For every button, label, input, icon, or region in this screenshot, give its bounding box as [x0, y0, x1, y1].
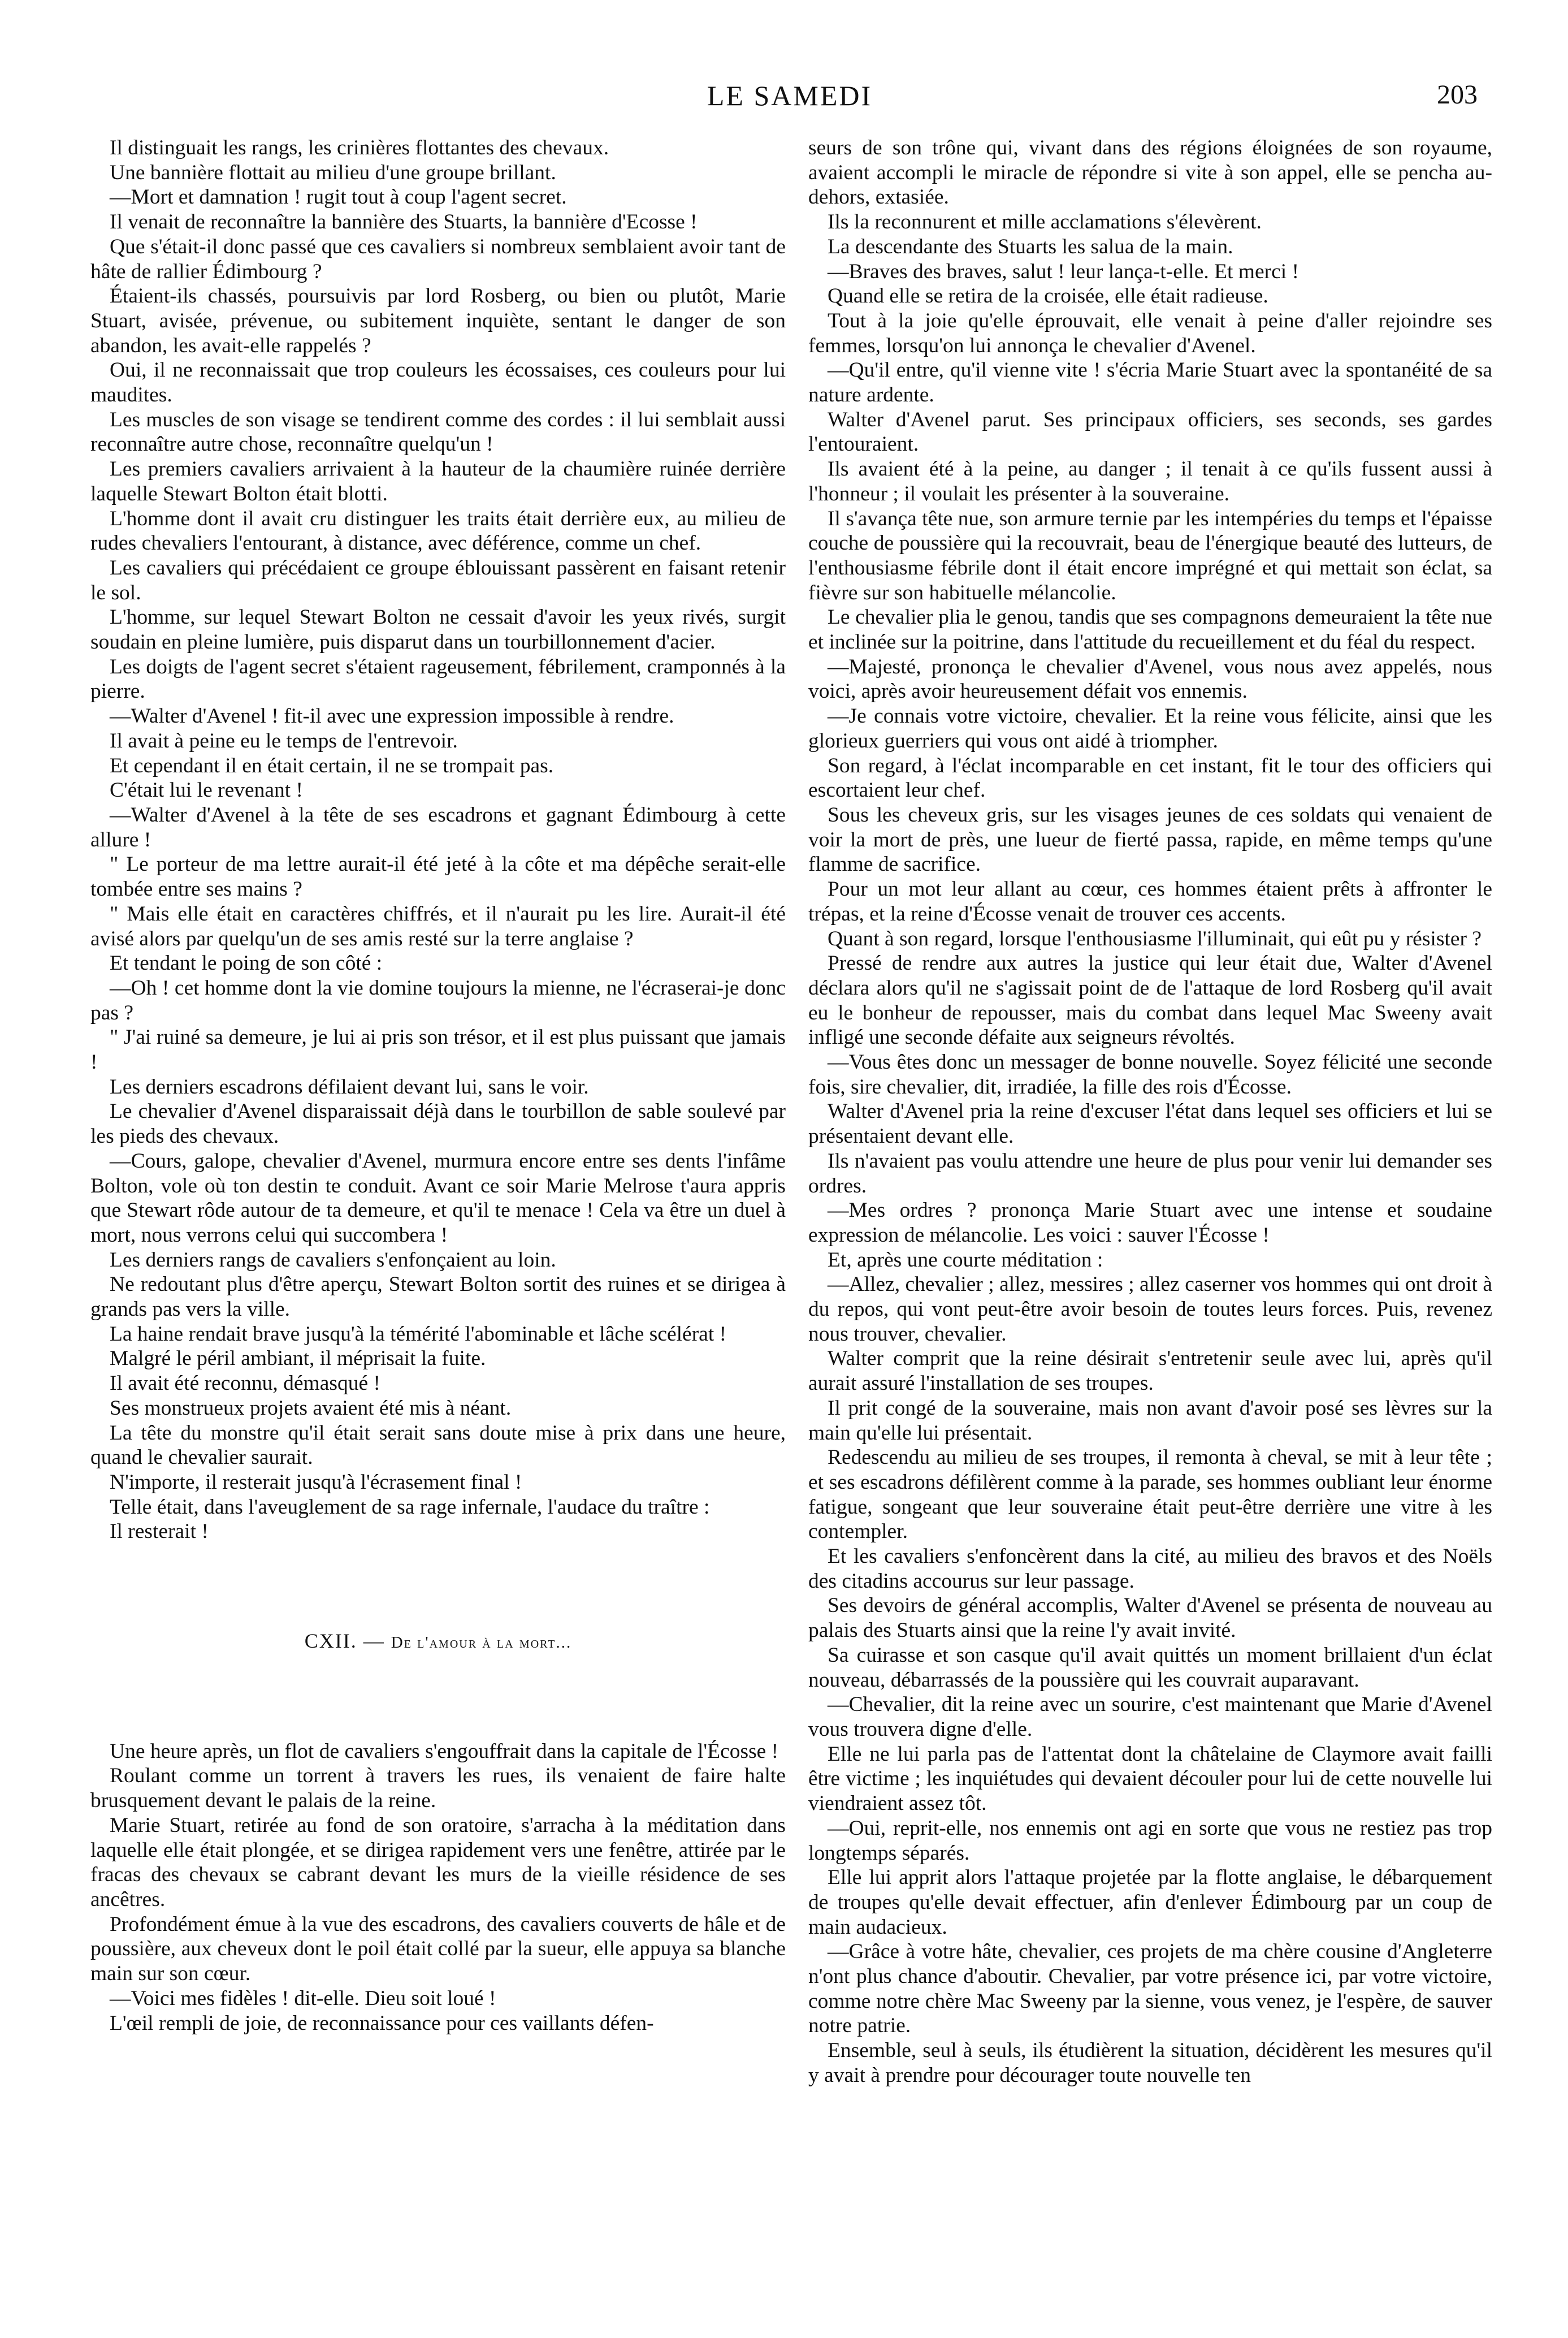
- paragraph: Profondément émue à la vue des escadrons, des cavaliers couverts de hâle et de poussière, aux cheveux dont le poil était collé par la sueur, elle appuya sa blanche main sur son cœur.: [90, 1912, 786, 1986]
- left-column: [90, 136, 786, 2036]
- paragraph: —Chevalier, dit la reine avec un sourire, c'est maintenant que Marie d'Avenel vous trouvera digne d'elle.: [808, 1693, 1492, 1741]
- paragraph: —Allez, chevalier ; allez, messires ; allez caserner vos hommes qui ont droit à du repos, qui vont peut-être avoir besoin de toutes leurs forces. Puis, revenez nous trouver, chevalier.: [808, 1273, 1492, 1346]
- paragraph: L'homme dont il avait cru distinguer les traits était derrière eux, au milieu de rudes chevaliers l'entourant, à distance, avec déférence, comme un chef.: [90, 507, 786, 555]
- left-column-chapter-paragraphs: [90, 1739, 786, 2036]
- paragraph: Il resterait !: [110, 1520, 209, 1544]
- paragraph: Une heure après, un flot de cavaliers s'engouffrait dans la capitale de l'Écosse !: [110, 1739, 779, 1763]
- paragraph: Quant à son regard, lorsque l'enthousiasme l'illuminait, qui eût pu y résister ?: [828, 927, 1482, 950]
- right-column: [808, 136, 1492, 2088]
- paragraph: Il avait à peine eu le temps de l'entrevoir.: [110, 729, 458, 753]
- right-column-paragraphs: [808, 210, 1492, 2088]
- paragraph: —Voici mes fidèles ! dit-elle. Dieu soit loué !: [110, 1986, 496, 2010]
- paragraph: Roulant comme un torrent à travers les rues, ils venaient de faire halte brusquement devant le palais de la reine.: [90, 1764, 786, 1813]
- paragraph: Il distinguait les rangs, les crinières flottantes des chevaux.: [110, 136, 609, 159]
- paragraph: Le chevalier d'Avenel disparaissait déjà dans le tourbillon de sable soulevé par les pieds des chevaux.: [90, 1100, 786, 1148]
- paragraph: Walter comprit que la reine désirait s'entretenir seule avec lui, après qu'il aurait assuré l'installation de ses troupes.: [808, 1347, 1492, 1395]
- paragraph: Il venait de reconnaître la bannière des Stuarts, la bannière d'Ecosse !: [110, 210, 698, 234]
- paragraph: —Cours, galope, chevalier d'Avenel, murmura encore entre ses dents l'infâme Bolton, vole où ton destin te conduit. Avant ce soir Marie Melrose t'aura appris que Stewart rôde autour de ta demeure, et qu'il te menace ! Cela va être un duel à mort, nous verrons celui qui succombera !: [90, 1149, 786, 1247]
- paragraph: Que s'était-il donc passé que ces cavaliers si nombreux semblaient avoir tant de hâte de rallier Édimbourg ?: [90, 235, 786, 283]
- paragraph: Pressé de rendre aux autres la justice qui leur était due, Walter d'Avenel déclara alors qu'il ne s'agissait point de de l'attaque de lord Rosberg qu'il avait eu le bonheur de repousser, mais du combat dans lequel Mac Sweeny avait infligé une seconde défaite aux seigneurs révoltés.: [808, 952, 1492, 1049]
- left-column-paragraphs: [90, 136, 786, 1544]
- paragraph: —Walter d'Avenel à la tête de ses escadrons et gagnant Édimbourg à cette allure !: [90, 803, 786, 852]
- page-header: [90, 79, 1489, 119]
- paragraph: Tout à la joie qu'elle éprouvait, elle venait à peine d'aller rejoindre ses femmes, lorsqu'on lui annonça le chevalier d'Avenel.: [808, 309, 1492, 357]
- journal-title: LE SAMEDI: [707, 80, 873, 111]
- paragraph: Le chevalier plia le genou, tandis que ses compagnons demeuraient la tête nue et inclinée sur la poitrine, dans l'attitude du recueillement et du féal du respect.: [808, 606, 1492, 654]
- paragraph: Les premiers cavaliers arrivaient à la hauteur de la chaumière ruinée derrière laquelle Stewart Bolton était blotti.: [90, 457, 786, 505]
- paragraph: —Walter d'Avenel ! fit-il avec une expression impossible à rendre.: [110, 705, 674, 728]
- paragraph: —Oui, reprit-elle, nos ennemis ont agi en sorte que vous ne restiez pas trop longtemps séparés.: [808, 1816, 1492, 1865]
- paragraph: N'importe, il resterait jusqu'à l'écrasement final !: [110, 1470, 522, 1494]
- paragraph: —Majesté, prononça le chevalier d'Avenel, vous nous avez appelés, nous voici, après avoir heureusement défait vos ennemis.: [808, 655, 1492, 703]
- paragraph: Les derniers rangs de cavaliers s'enfonçaient au loin.: [110, 1248, 556, 1272]
- paragraph: Les doigts de l'agent secret s'étaient rageusement, fébrilement, cramponnés à la pierre.: [90, 655, 786, 703]
- paragraph: " Mais elle était en caractères chiffrés, et il n'aurait pu les lire. Aurait-il été avisé alors par quelqu'un de ses amis resté sur la terre anglaise ?: [90, 902, 786, 950]
- paragraph: —Qu'il entre, qu'il vienne vite ! s'écria Marie Stuart avec la spontanéité de sa nature ardente.: [808, 358, 1492, 407]
- paragraph: Les cavaliers qui précédaient ce groupe éblouissant passèrent en faisant retenir le sol.: [90, 556, 786, 604]
- paragraph: Et tendant le poing de son côté :: [110, 952, 383, 975]
- paragraph: Étaient-ils chassés, poursuivis par lord Rosberg, ou bien ou plutôt, Marie Stuart, avisée, prévenue, ou subitement inquiète, sentant le danger de son abandon, les avait-elle rappelés ?: [90, 284, 786, 357]
- paragraph: Ils n'avaient pas voulu attendre une heure de plus pour venir lui demander ses ordres.: [808, 1149, 1492, 1198]
- paragraph: —Oh ! cet homme dont la vie domine toujours la mienne, ne l'écraserai-je donc pas ?: [90, 976, 786, 1025]
- chapter-title: De l'amour à la mort...: [391, 1633, 572, 1652]
- page-number: 203: [1437, 80, 1478, 110]
- paragraph: Ne redoutant plus d'être aperçu, Stewart Bolton sortit des ruines et se dirigea à grands pas vers la ville.: [90, 1273, 786, 1321]
- paragraph: Malgré le péril ambiant, il méprisait la fuite.: [110, 1347, 486, 1371]
- paragraph: Pour un mot leur allant au cœur, ces hommes étaient prêts à affronter le trépas, et la reine d'Écosse venait de trouver ces accents.: [808, 878, 1492, 926]
- paragraph: Ses devoirs de général accomplis, Walter d'Avenel se présenta de nouveau au palais des Stuarts ainsi que la reine l'y avait invité.: [808, 1594, 1492, 1643]
- paragraph: Elle lui apprit alors l'attaque projetée par la flotte anglaise, le débarquement de troupes qu'elle devait effectuer, afin d'enlever Édimbourg par un coup de main audacieux.: [808, 1866, 1492, 1939]
- paragraph: Ils la reconnurent et mille acclamations s'élevèrent.: [828, 210, 1262, 234]
- paragraph: L'homme, sur lequel Stewart Bolton ne cessait d'avoir les yeux rivés, surgit soudain en pleine lumière, puis disparut dans un tourbillonnement d'acier.: [90, 606, 786, 654]
- paragraph: Une bannière flottait au milieu d'une groupe brillant.: [110, 161, 556, 184]
- paragraph: Oui, il ne reconnaissait que trop couleurs les écossaises, ces couleurs pour lui maudites.: [90, 358, 786, 407]
- paragraph: La tête du monstre qu'il était serait sans doute mise à prix dans une heure, quand le chevalier saurait.: [90, 1421, 786, 1470]
- chapter-heading: [90, 1629, 786, 1656]
- paragraph: Et les cavaliers s'enfoncèrent dans la cité, au milieu des bravos et des Noëls des citadins accourus sur leur passage.: [808, 1545, 1492, 1593]
- paragraph: La descendante des Stuarts les salua de la main.: [828, 235, 1233, 258]
- paragraph: Elle ne lui parla pas de l'attentat dont la châtelaine de Claymore avait failli être victime ; les inquiétudes qui devaient découler pour lui de cette nouvelle lui viendraient assez tôt.: [808, 1742, 1492, 1816]
- paragraph: Il s'avança tête nue, son armure ternie par les intempéries du temps et l'épaisse couche de poussière qui la recouvrait, beau de l'énergique beauté des lutteurs, de l'enthousiasme fébrile dont il était encore imprégné et qui mettait son éclat, sa fièvre sur son habituelle mélancolie.: [808, 507, 1492, 604]
- paragraph: —Mes ordres ? prononça Marie Stuart avec une intense et soudaine expression de mélancolie. Les voici : sauver l'Écosse !: [808, 1199, 1492, 1247]
- paragraph: Quand elle se retira de la croisée, elle était radieuse.: [828, 284, 1268, 308]
- paragraph: Il prit congé de la souveraine, mais non avant d'avoir posé ses lèvres sur la main qu'elle lui présentait.: [808, 1396, 1492, 1445]
- paragraph-continued: seurs de son trône qui, vivant dans des régions éloignées de son royaume, avaient accompli le miracle de répondre si vite à son appel, elle se pencha au-dehors, extasiée.: [808, 136, 1492, 209]
- paragraph: —Grâce à votre hâte, chevalier, ces projets de ma chère cousine d'Angleterre n'ont plus chance d'aboutir. Chevalier, par votre présence ici, par votre victoire, comme notre chère Mac Sweeny par la sienne, vous venez, je l'espère, de sauver notre patrie.: [808, 1940, 1492, 2038]
- paragraph: —Je connais votre victoire, chevalier. Et la reine vous félicite, ainsi que les glorieux guerriers qui vous ont aidé à triompher.: [808, 705, 1492, 753]
- paragraph: Ses monstrueux projets avaient été mis à néant.: [110, 1396, 512, 1420]
- paragraph: —Mort et damnation ! rugit tout à coup l'agent secret.: [110, 185, 567, 209]
- paragraph: Telle était, dans l'aveuglement de sa rage infernale, l'audace du traître :: [110, 1495, 710, 1519]
- paragraph: Marie Stuart, retirée au fond de son oratoire, s'arracha à la méditation dans laquelle elle était plongée, et se dirigea rapidement vers une fenêtre, attirée par le fracas des chevaux se cabrant devant les murs de la vieille résidence de ses ancêtres.: [90, 1813, 786, 1911]
- paragraph: Les derniers escadrons défilaient devant lui, sans le voir.: [110, 1075, 589, 1099]
- paragraph: Il avait été reconnu, démasqué !: [110, 1372, 380, 1395]
- paragraph: Sous les cheveux gris, sur les visages jeunes de ces soldats qui venaient de voir la mort de près, une lueur de fierté passa, rapide, en même temps qu'une flamme de sacrifice.: [808, 803, 1492, 876]
- paragraph: " Le porteur de ma lettre aurait-il été jeté à la côte et ma dépêche serait-elle tombée entre ses mains ?: [90, 853, 786, 901]
- paragraph: Walter d'Avenel parut. Ses principaux officiers, ses seconds, ses gardes l'entouraient.: [808, 408, 1492, 456]
- chapter-number: CXII. —: [304, 1630, 385, 1653]
- paragraph: " J'ai ruiné sa demeure, je lui ai pris son trésor, et il est plus puissant que jamais !: [90, 1026, 786, 1074]
- paragraph: Walter d'Avenel pria la reine d'excuser l'état dans lequel ses officiers et lui se présentaient devant elle.: [808, 1100, 1492, 1148]
- paragraph: L'œil rempli de joie, de reconnaissance pour ces vaillants défen-: [110, 2011, 654, 2035]
- paragraph: Ils avaient été à la peine, au danger ; il tenait à ce qu'ils fussent aussi à l'honneur ; il voulait les présenter à la souveraine.: [808, 457, 1492, 505]
- paragraph: Son regard, à l'éclat incomparable en cet instant, fit le tour des officiers qui escortaient leur chef.: [808, 754, 1492, 802]
- paragraph: Et cependant il en était certain, il ne se trompait pas.: [110, 754, 554, 777]
- paragraph: —Vous êtes donc un messager de bonne nouvelle. Soyez félicité une seconde fois, sire chevalier, dit, irradiée, la fille des rois d'Écosse.: [808, 1051, 1492, 1099]
- paragraph: Redescendu au milieu de ses troupes, il remonta à cheval, se mit à leur tête ; et ses escadrons défilèrent comme à la parade, ses hommes oubliant leur énorme fatigue, songeant que leur souveraine était peut-être derrière une vitre à les contempler.: [808, 1446, 1492, 1544]
- paragraph: C'était lui le revenant !: [110, 779, 304, 802]
- paragraph: La haine rendait brave jusqu'à la témérité l'abominable et lâche scélérat !: [110, 1322, 727, 1346]
- paragraph: —Braves des braves, salut ! leur lança-t-elle. Et merci !: [828, 260, 1300, 283]
- paragraph: Ensemble, seul à seuls, ils étudièrent la situation, décidèrent les mesures qu'il y avait à prendre pour décourager toute nouvelle ten: [808, 2039, 1492, 2087]
- paragraph: Sa cuirasse et son casque qu'il avait quittés un moment brillaient d'un éclat nouveau, débarrassés de la poussière qui les couvrait auparavant.: [808, 1643, 1492, 1692]
- paragraph: Et, après une courte méditation :: [828, 1248, 1103, 1272]
- paragraph: Les muscles de son visage se tendirent comme des cordes : il lui semblait aussi reconnaître autre chose, reconnaître quelqu'un !: [90, 408, 786, 456]
